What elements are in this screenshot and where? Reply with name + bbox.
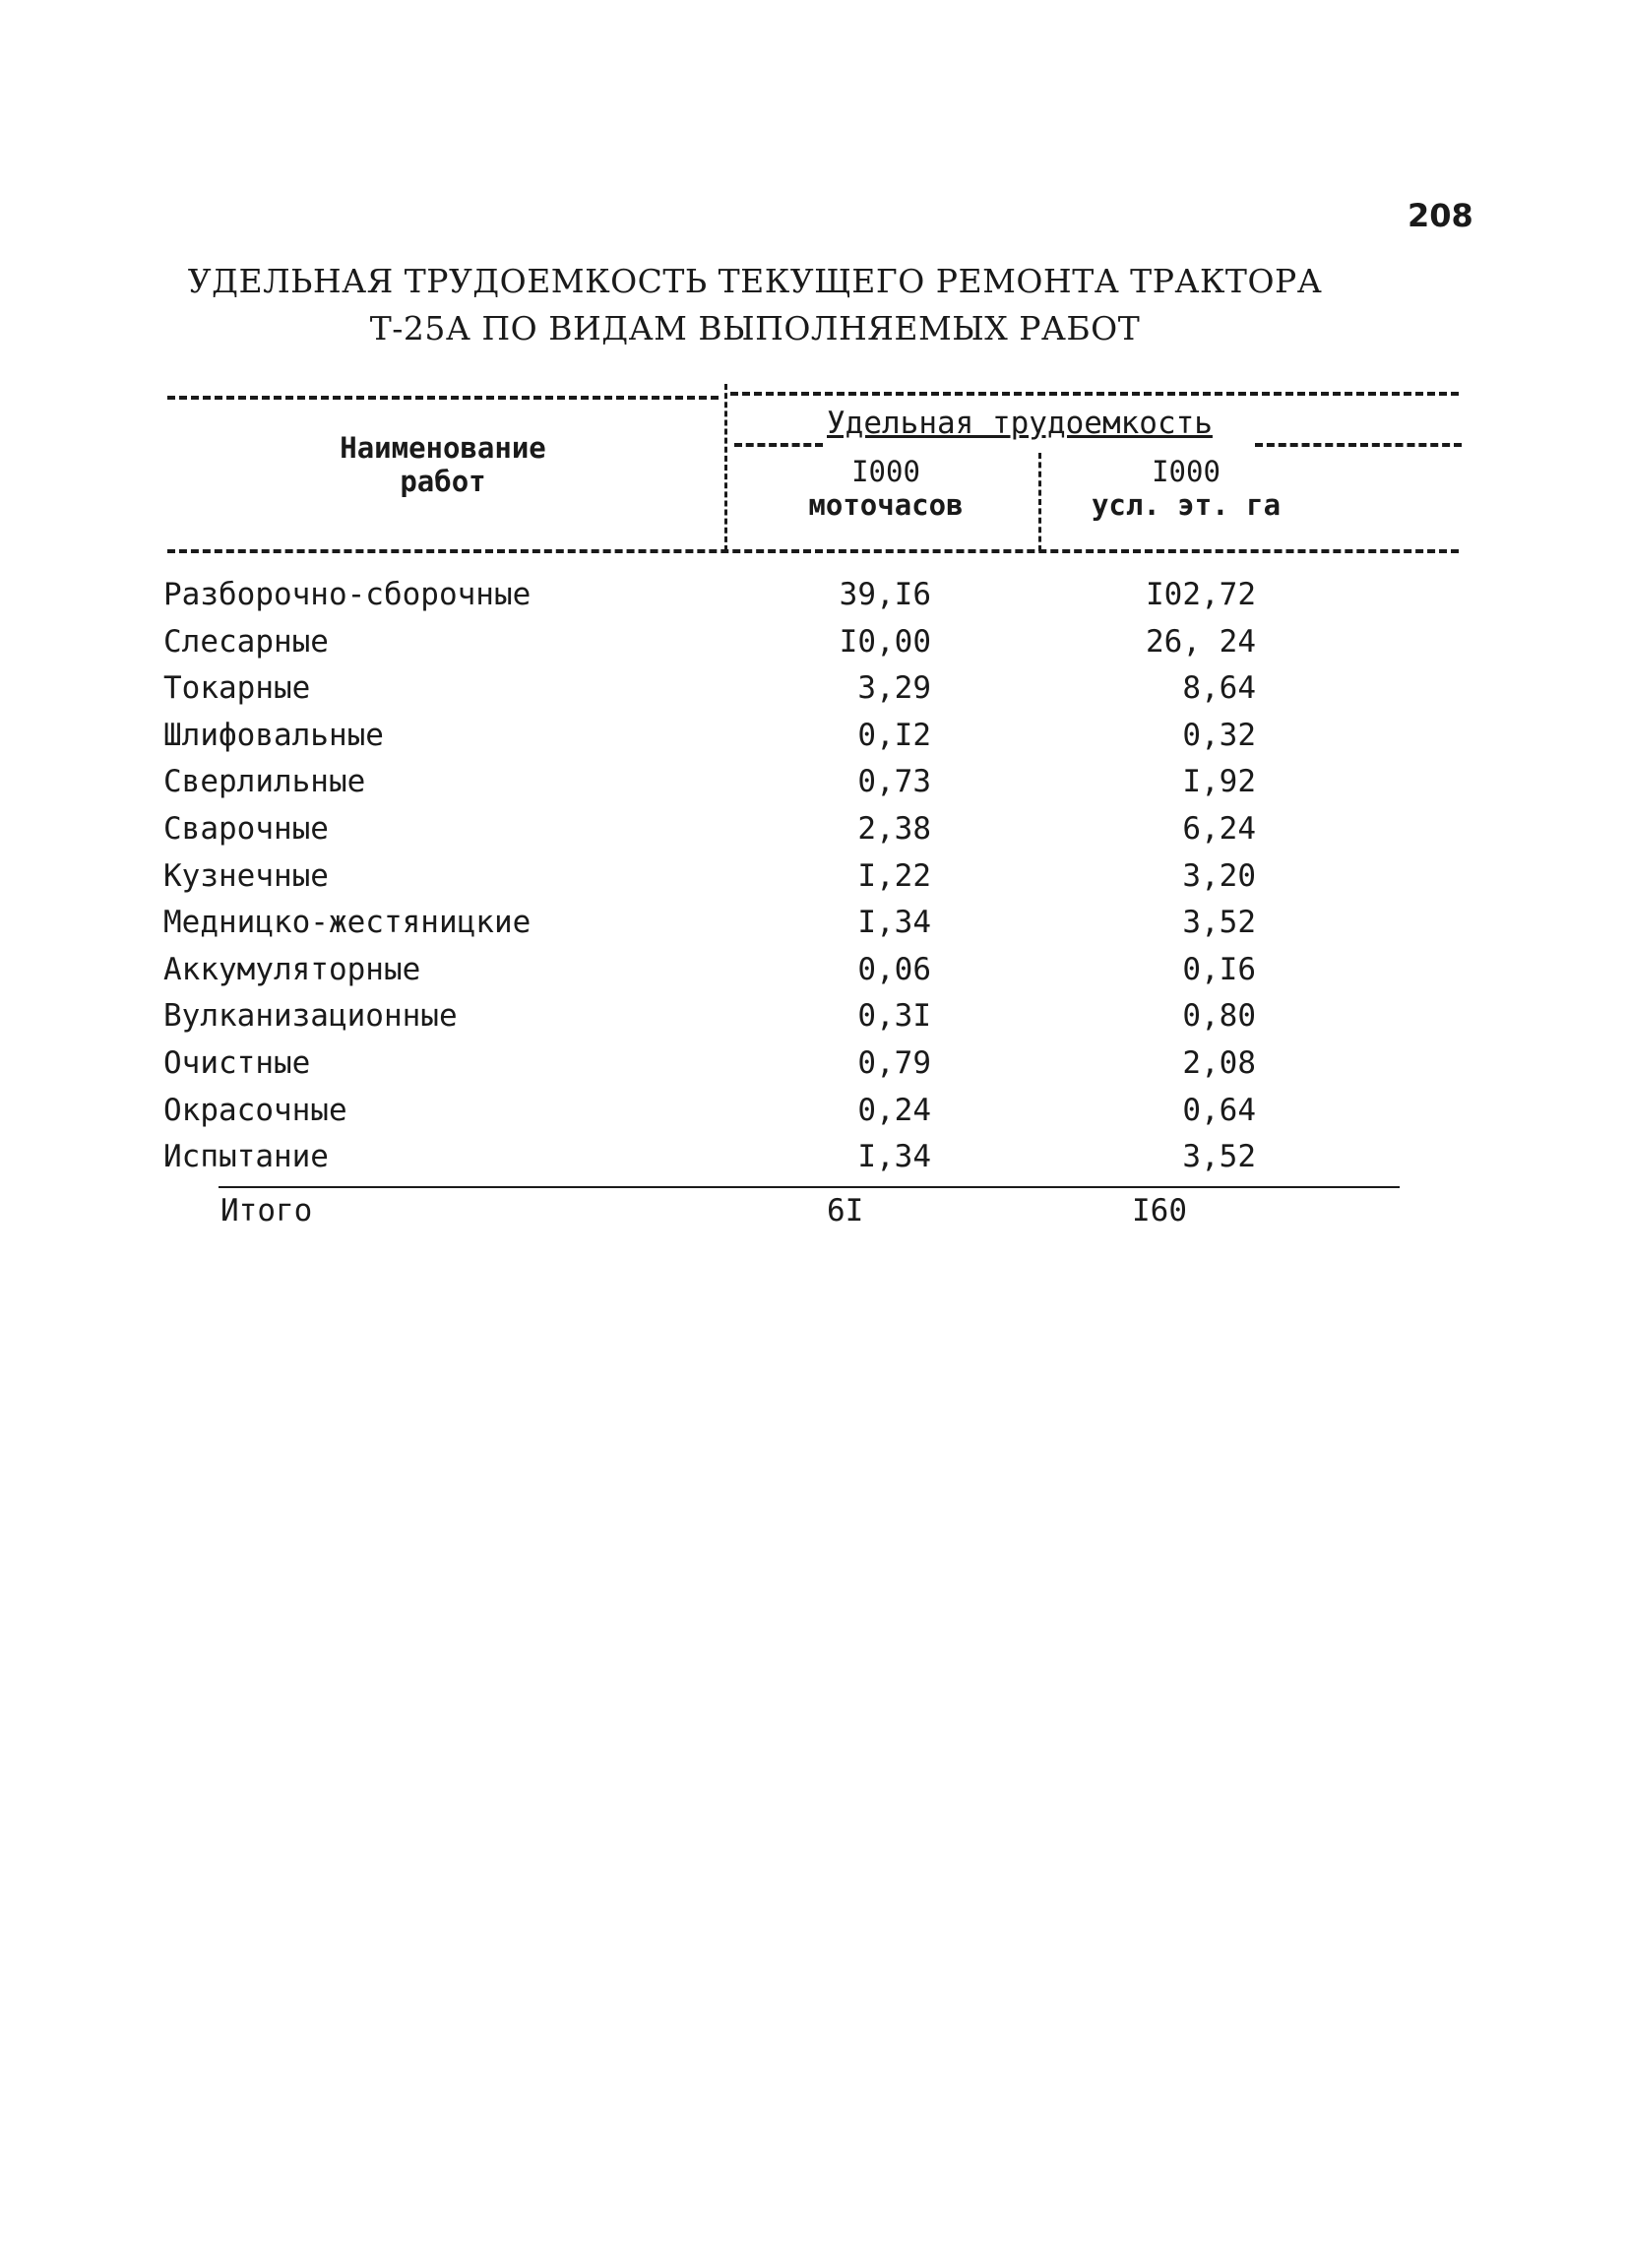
total-value-motohours: 6I <box>827 1193 864 1228</box>
header-divider-main <box>724 384 727 551</box>
table-row <box>0 1093 1628 1140</box>
row-name: Токарные <box>163 670 311 707</box>
group-underline-rule-left <box>734 443 823 447</box>
row-value-motohours: 3,29 <box>857 670 931 707</box>
table-row <box>0 624 1628 671</box>
row-value-hectares: 8,64 <box>1182 670 1256 707</box>
row-value-hectares: 0,80 <box>1182 998 1256 1035</box>
document-title-line-1: УДЕЛЬНАЯ ТРУДОЕМКОСТЬ ТЕКУЩЕГО РЕМОНТА ТРАКТОРА <box>187 262 1323 300</box>
row-value-hectares: 0,32 <box>1182 717 1256 753</box>
header-top-rule-right <box>730 392 1459 396</box>
table-row <box>0 998 1628 1045</box>
header-group-label: Удельная трудоемкость <box>827 406 1213 441</box>
row-name: Шлифовальные <box>163 717 384 753</box>
header-col2-bottom: усл. эт. га <box>1091 488 1282 522</box>
row-value-motohours: 0,I2 <box>857 717 931 753</box>
table-row <box>0 718 1628 765</box>
table-row <box>0 764 1628 811</box>
row-name: Медницко-жестяницкие <box>163 905 532 941</box>
header-col2-top: I000 <box>1152 455 1221 488</box>
table-row <box>0 1045 1628 1093</box>
row-value-motohours: 0,06 <box>857 951 931 987</box>
row-name: Сварочные <box>163 811 329 847</box>
row-name: Разборочно-сборочные <box>163 577 532 612</box>
row-value-hectares: 3,52 <box>1182 1139 1256 1175</box>
row-name: Сверлильные <box>163 764 366 800</box>
row-name: Очистные <box>163 1045 311 1081</box>
table-row <box>0 1139 1628 1186</box>
row-value-hectares: 3,52 <box>1182 905 1256 941</box>
row-value-hectares: 0,I6 <box>1182 951 1256 987</box>
total-label: Итого <box>220 1193 313 1228</box>
row-value-motohours: I,34 <box>857 1139 931 1175</box>
table-row <box>0 811 1628 858</box>
row-value-motohours: 0,79 <box>857 1045 931 1081</box>
row-value-motohours: 2,38 <box>857 811 931 847</box>
page-number: 208 <box>1408 197 1473 234</box>
header-bottom-rule <box>167 549 1459 553</box>
header-divider-sub <box>1038 453 1041 551</box>
row-name: Слесарные <box>163 623 329 660</box>
row-value-motohours: I,34 <box>857 905 931 941</box>
document-title-line-2: Т-25А ПО ВИДАМ ВЫПОЛНЯЕМЫХ РАБОТ <box>369 309 1141 347</box>
row-value-hectares: 6,24 <box>1182 811 1256 847</box>
table-row <box>0 952 1628 999</box>
table-row-total <box>0 1193 1628 1240</box>
row-value-motohours: I,22 <box>857 857 931 894</box>
row-name: Аккумуляторные <box>163 951 421 987</box>
row-value-hectares: 26, 24 <box>1146 623 1256 660</box>
row-value-motohours: 0,73 <box>857 764 931 800</box>
table-row <box>0 905 1628 952</box>
row-name: Испытание <box>163 1139 329 1175</box>
row-value-motohours: 0,3I <box>857 998 931 1035</box>
row-name: Окрасочные <box>163 1092 347 1128</box>
header-name-column: Наименование работ <box>340 431 546 498</box>
header-col1-top: I000 <box>851 455 920 488</box>
row-value-motohours: I0,00 <box>839 623 931 660</box>
row-value-hectares: 2,08 <box>1182 1045 1256 1081</box>
header-col1-bottom: моточасов <box>808 488 964 522</box>
row-name: Вулканизационные <box>163 998 458 1035</box>
row-value-motohours: 39,I6 <box>839 577 931 612</box>
total-value-hectares: I60 <box>1132 1193 1187 1228</box>
group-underline-rule-right <box>1255 443 1462 447</box>
row-value-hectares: I,92 <box>1182 764 1256 800</box>
row-value-hectares: 3,20 <box>1182 857 1256 894</box>
table-row <box>0 670 1628 718</box>
header-top-rule-left <box>167 396 719 400</box>
row-name: Кузнечные <box>163 857 329 894</box>
table-row <box>0 577 1628 624</box>
row-value-hectares: 0,64 <box>1182 1092 1256 1128</box>
total-rule <box>219 1186 1400 1188</box>
table-row <box>0 858 1628 906</box>
row-value-motohours: 0,24 <box>857 1092 931 1128</box>
row-value-hectares: I02,72 <box>1146 577 1256 612</box>
